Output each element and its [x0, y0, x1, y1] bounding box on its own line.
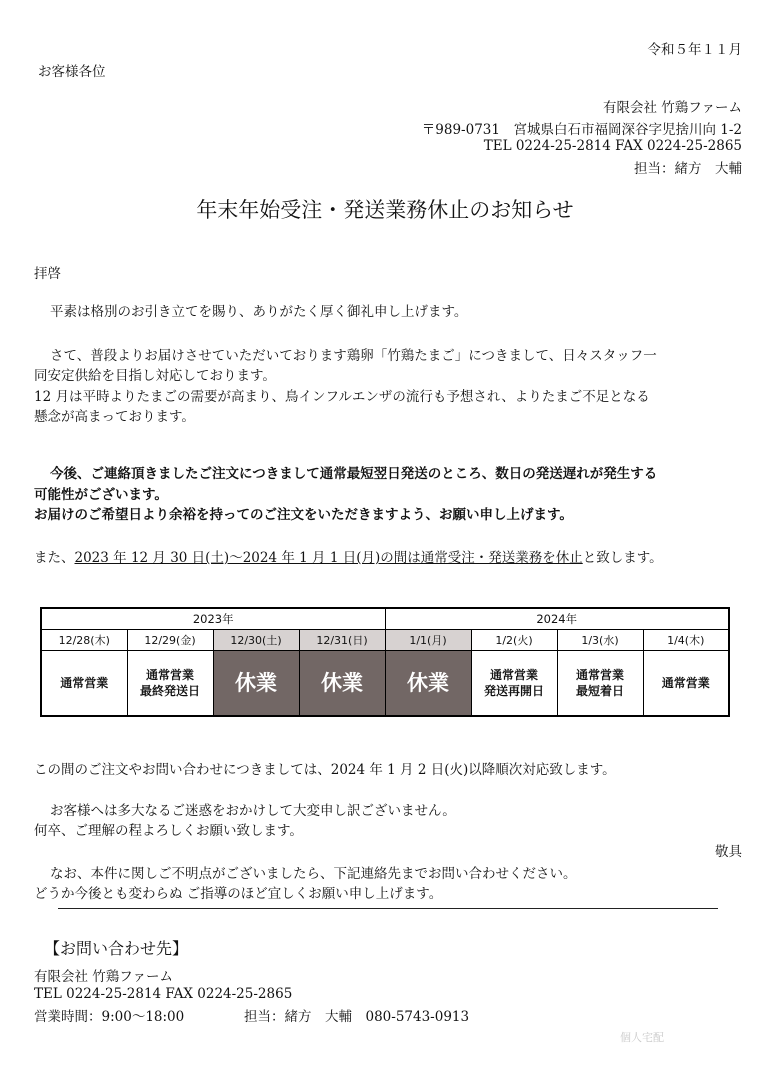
schedule-status-row — [41, 651, 729, 717]
status-cell — [471, 651, 557, 717]
status-text: 通常営業 — [575, 667, 624, 682]
paragraph-2-line-4: 懸念が高まっております。 — [34, 409, 195, 425]
sender-address: 〒989-0731 宮城県白石市福岡深谷字児捨川向 1-2 — [421, 122, 742, 138]
status-text: 最終発送日 — [139, 684, 200, 698]
page-title: 年末年始受注・発送業務休止のお知らせ — [196, 198, 574, 222]
sender-tel-fax: TEL 0224-25-2814 FAX 0224-25-2865 — [483, 138, 742, 154]
paragraph-4 — [34, 546, 663, 566]
date-cell: 12/29(金) — [127, 630, 213, 651]
sender-company: 有限会社 竹鶏ファーム — [602, 100, 742, 116]
paragraph-4-suffix: と致します。 — [582, 550, 663, 566]
suspension-period: 2023 年 12 月 30 日(土)～2024 年 1 月 1 日(月)の間は通常受注・発送業務を休止 — [74, 550, 583, 566]
paragraph-6-line-2: 何卒、ご理解の程よろしくお願い致します。 — [34, 823, 303, 839]
date-cell: 1/2(火) — [471, 630, 557, 651]
closing: 敬具 — [715, 844, 742, 860]
date-cell: 1/4(木) — [643, 630, 729, 651]
status-cell — [127, 651, 213, 717]
paragraph-2-line-2: 同安定供給を目指し対応しております。 — [34, 368, 276, 384]
status-text: 通常営業 — [145, 667, 194, 682]
closed-cell: 休業 — [385, 651, 471, 717]
status-text: 通常営業 — [661, 675, 710, 690]
status-text: 通常営業 — [489, 667, 538, 682]
paragraph-5: この間のご注文やお問い合わせにつきましては、2024 年 1 月 2 日(火)以降順次対応致します。 — [34, 762, 616, 778]
closed-cell: 休業 — [213, 651, 299, 717]
paragraph-1: 平素は格別のお引き立てを賜り、ありがたく厚く御礼申し上げます。 — [50, 304, 468, 320]
status-cell — [557, 651, 643, 717]
year-2023: 2023年 — [41, 608, 385, 630]
date-cell: 12/30(土) — [213, 630, 299, 651]
paragraph-3-line-3: お届けのご希望日より余裕を持ってのご注文をいただきますよう、お願い申し上げます。 — [34, 507, 573, 523]
status-text: 最短着日 — [575, 684, 624, 698]
paragraph-6-line-1: お客様へは多大なるご迷惑をおかけして大変申し訳ございません。 — [50, 803, 456, 819]
divider — [58, 908, 718, 909]
contact-tel-fax: TEL 0224-25-2814 FAX 0224-25-2865 — [34, 986, 293, 1002]
status-text: 通常営業 — [60, 675, 109, 690]
recipient: お客様各位 — [38, 64, 106, 80]
status-cell — [41, 651, 127, 717]
sender-person: 担当：緒方 大輔 — [634, 161, 742, 177]
year-2024: 2024年 — [385, 608, 729, 630]
business-hours: 営業時間：9:00～18:00 — [34, 1009, 185, 1025]
watermark: 個人宅配 — [620, 1031, 664, 1044]
issue-date: 令和５年１１月 — [647, 42, 742, 58]
paragraph-3-line-2: 可能性がございます。 — [34, 487, 168, 503]
contact-person: 担当：緒方 大輔 080-5743-0913 — [244, 1009, 470, 1025]
date-cell: 1/1(月) — [385, 630, 471, 651]
paragraph-2-line-1: さて、普段よりお届けさせていただいております鶏卵「竹鶏たまご」につきまして、日々スタッフ一 — [50, 348, 657, 364]
contact-company: 有限会社 竹鶏ファーム — [34, 969, 174, 985]
date-cell: 1/3(水) — [557, 630, 643, 651]
schedule-date-row — [41, 630, 729, 651]
paragraph-3-line-1: 今後、ご連絡頂きましたご注文につきまして通常最短翌日発送のところ、数日の発送遅れが発生する — [50, 466, 658, 482]
schedule-year-row — [41, 608, 729, 630]
salutation: 拝啓 — [34, 266, 61, 282]
contact-heading: 【お問い合わせ先】 — [44, 939, 189, 958]
schedule-table — [40, 607, 730, 717]
status-cell — [643, 651, 729, 717]
date-cell: 12/31(日) — [299, 630, 385, 651]
date-cell: 12/28(木) — [41, 630, 127, 651]
status-text: 発送再開日 — [483, 684, 544, 698]
paragraph-2-line-3: 12 月は平時よりたまごの需要が高まり、鳥インフルエンザの流行も予想され、よりたまご不足となる — [34, 389, 650, 405]
paragraph-4-prefix: また、 — [34, 550, 75, 566]
paragraph-7-line-1: なお、本件に関しご不明点がございましたら、下記連絡先までお問い合わせください。 — [50, 866, 577, 882]
paragraph-7-line-2: どうか今後とも変わらぬ ご指導のほど宜しくお願い申し上げます。 — [34, 886, 443, 902]
closed-cell: 休業 — [299, 651, 385, 717]
